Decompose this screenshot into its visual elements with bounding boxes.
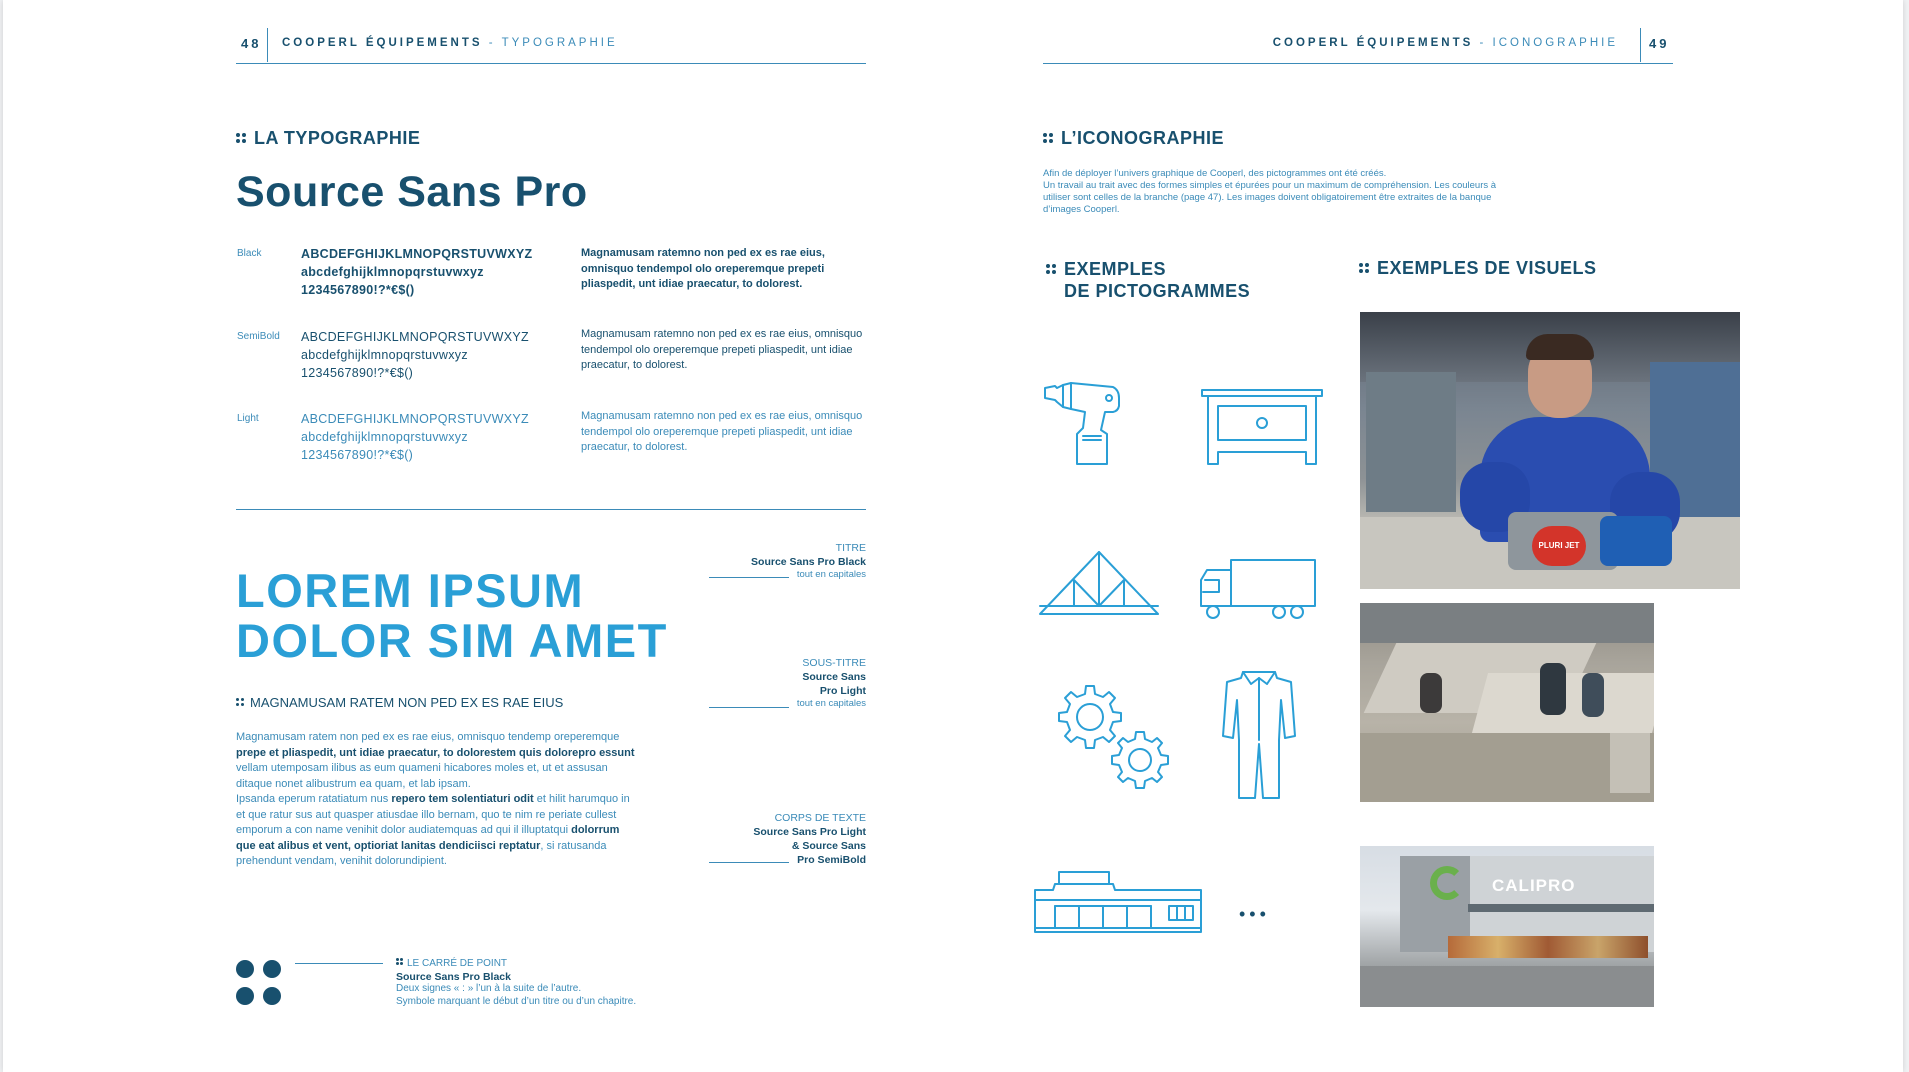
right-header-rule [1043,63,1673,64]
dot-square-icon [1043,133,1053,143]
photo-calipro-store [1360,846,1654,1007]
icono-section-title: L’ICONOGRAPHIE [1043,128,1224,149]
right-page-number: 49 [1649,36,1670,51]
dot-square-icon [236,133,246,143]
carre-rule [295,963,383,964]
photo-technician [1360,312,1740,589]
workbench-icon [1200,388,1324,466]
subtitle: MAGNAMUSAM RATEM NON PED EX ES RAE EIUS [236,695,563,710]
brochure-spread [3,0,1903,1072]
weight-label-light: Light [237,413,259,424]
sample-light: Magnamusam ratemno non ped ex es rae eius, omnisquo tendempol olo oreperemque prepeti pliaspedit, unt idiae praecatur, to dolorest. [581,410,863,453]
warehouse-icon [1033,866,1203,936]
big-dot-square-icon [236,960,282,1006]
left-header-section: TYPOGRAPHIE [501,37,618,49]
visuels-title: EXEMPLES DE VISUELS [1359,258,1597,279]
dot-square-icon [1046,264,1056,274]
carre-caption: LE CARRÉ DE POINT Source Sans Pro Black Deux signes « : » l’un à la suite de l’autre. Symbole marquant le début d’un titre ou d’un chapitre. [396,958,637,1007]
left-header: COOPERL ÉQUIPEMENTS - TYPOGRAPHIE [282,37,618,49]
left-page-number: 48 [241,36,262,51]
right-header-divider [1640,28,1641,62]
icono-intro: Afin de déployer l’univers graphique de Cooperl, des pictogrammes ont été créés. Un travail au trait avec des formes simples et épurées pour un maximum de compréhension. Les couleurs à utiliser sont celles de la branche (page 47). Les images doivent obligatoirement être extraites de la banque d’images Cooperl. [1043,168,1497,215]
alphabet-light: ABCDEFGHIJKLMNOPQRSTUVWXYZ abcdefghijklmnopqrstuvwxyz 1234567890!?*€$() [301,412,529,462]
roof-truss-icon [1038,548,1160,618]
left-header-brand: COOPERL ÉQUIPEMENTS [282,37,483,49]
weight-label-black: Black [237,248,262,259]
caption-titre: TITRE Source Sans Pro Black tout en capitales [751,542,866,580]
dot-square-icon [236,698,244,706]
right-header: COOPERL ÉQUIPEMENTS - ICONOGRAPHIE [1272,37,1618,49]
caption-sous-titre: SOUS-TITRE Source Sans Pro Light tout en capitales [796,657,866,709]
typo-section-title: LA TYPOGRAPHIE [236,128,420,149]
dot-square-icon [396,958,403,965]
weight-label-semibold: SemiBold [237,331,280,342]
alphabet-black: ABCDEFGHIJKLMNOPQRSTUVWXYZ abcdefghijklmnopqrstuvwxyz 1234567890!?*€$() [301,247,533,297]
dot-square-icon [1359,263,1369,273]
drill-icon [1043,378,1143,470]
alphabet-semibold: ABCDEFGHIJKLMNOPQRSTUVWXYZ abcdefghijklmnopqrstuvwxyz 1234567890!?*€$() [301,330,529,380]
middle-rule [236,509,866,510]
caption-corps-rule [709,862,789,863]
big-title: LOREM IPSUM DOLOR SIM AMET [236,564,668,667]
truck-icon [1197,556,1319,622]
photo-construction [1360,603,1654,802]
left-header-rule [236,63,866,64]
pump-label: PLURI JET [1532,526,1586,566]
picto-title: EXEMPLES DE PICTOGRAMMES [1046,258,1250,302]
right-header-section: ICONOGRAPHIE [1492,37,1618,49]
sample-semibold: Magnamusam ratemno non ped ex es rae eius, omnisquo tendempol olo oreperemque prepeti pliaspedit, unt idiae praecatur, to dolorest. [581,328,863,371]
caption-corps: CORPS DE TEXTE Source Sans Pro Light & Source Sans Pro SemiBold [753,812,866,866]
font-name: Source Sans Pro [236,168,588,216]
more-icons-indicator: ••• [1239,904,1270,924]
coverall-icon [1221,670,1297,800]
right-header-brand: COOPERL ÉQUIPEMENTS [1272,37,1474,49]
caption-titre-rule [709,577,789,578]
gears-icon [1048,682,1178,790]
sample-black: Magnamusam ratemno non ped ex es rae eius, omnisquo tendempol olo oreperemque prepeti pliaspedit, unt idiae praecatur, to dolorest. [581,247,825,290]
caption-sous-titre-rule [709,707,789,708]
left-header-divider [267,28,268,62]
body-text: Magnamusam ratem non ped ex es rae eius, omnisquo tendemp oreperemque prepe et pliaspedit, unt idiae praecatur, to dolorestem quis dolorepro essunt vellam utemposam ilibus as eum quameni hicabores moles et, ut et assusan ditaque nonet alibustrum ea quam, et lab ipsam. Ipsanda eperum ratatiatum nus repero tem solentiaturi odit et hilit harumquo in et que ratur sus aut quasper atiusdae illo bernam, quo te nim re periate cullest emporum a con name venihit dolor audiatemquas ad qui il illuptatqui dolorrum que eat alibus et vent, optioriat lanitas dendiciisci reptatur, si ratusanda prehendunt vendam, venihit dolorundipient. [236,731,635,867]
store-sign: CALIPRO [1492,876,1576,895]
